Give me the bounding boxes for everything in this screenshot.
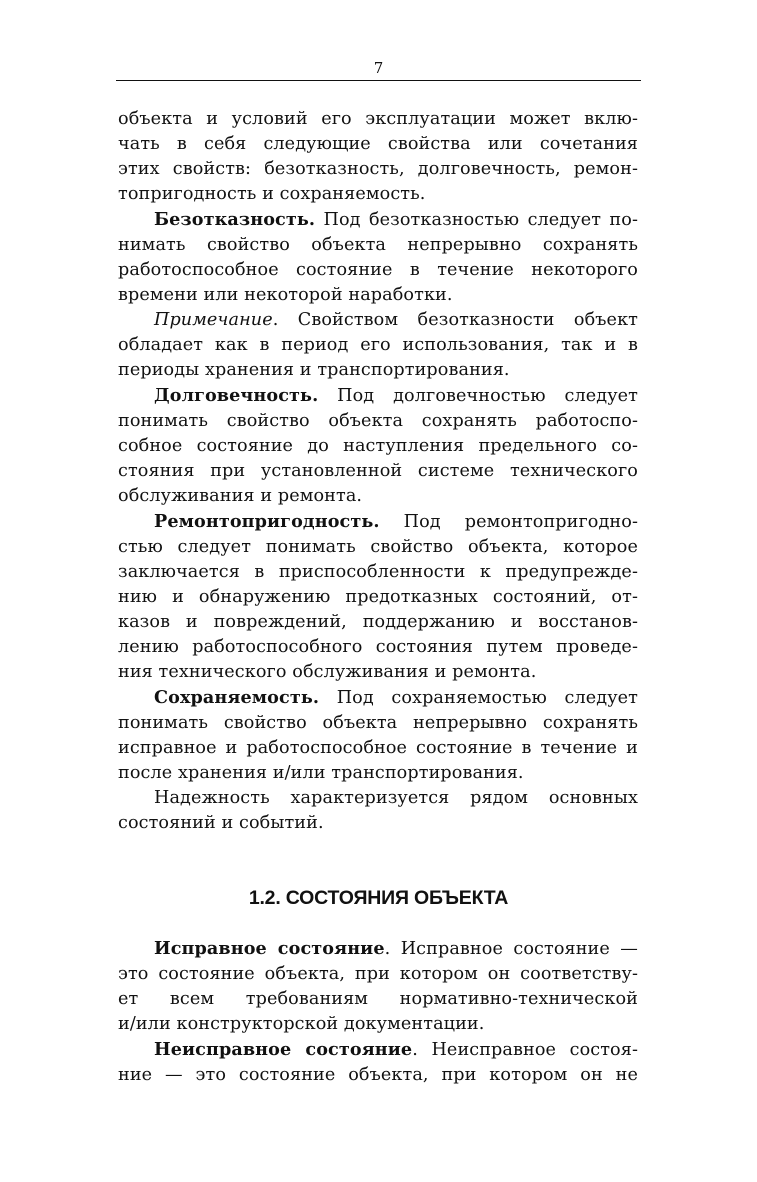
text-line: обслуживания и ремонта.: [118, 486, 363, 506]
text-line: ет всем требованиям нормативно-технической: [118, 989, 638, 1009]
term-bezotkaznost: Безотказность.: [154, 209, 316, 230]
text-line: понимать свойство объекта непрерывно сохранять: [118, 713, 638, 733]
text-line: нию и обнаружению предотказных состояний, от-: [118, 587, 638, 607]
text-line: топригодность и сохраняемость.: [118, 184, 426, 204]
text-line: состояний и событий.: [118, 813, 324, 833]
text-line: периоды хранения и транспортирования.: [118, 360, 510, 380]
text-line: и/или конструкторской документации.: [118, 1014, 485, 1034]
text-line: объекта и условий его эксплуатации может вклю-: [118, 109, 638, 129]
section-heading: 1.2. СОСТОЯНИЯ ОБЪЕКТА: [248, 887, 509, 909]
paragraph-first-line: [118, 207, 638, 233]
text-span: Под долговечностью следует: [318, 386, 638, 406]
paragraph-first-line: [118, 383, 638, 409]
paragraph-first-line: [118, 936, 638, 962]
text-span: . Неисправное состоя-: [412, 1040, 638, 1060]
text-block-reliability: [118, 107, 638, 836]
page-number: 7: [373, 59, 384, 77]
text-span: Под ремонтопригодно-: [379, 512, 638, 532]
term-sohranyaemost: Сохраняемость.: [154, 687, 320, 708]
text-span: Под сохраняемостью следует: [319, 688, 638, 708]
term-neispravnoe: Неисправное состояние: [154, 1039, 413, 1060]
text-line: времени или некоторой наработки.: [118, 285, 453, 305]
text-line: чать в себя следующие свойства или сочетания: [118, 134, 638, 154]
text-line: заключается в приспособленности к предупрежде-: [118, 562, 638, 582]
text-line: стью следует понимать свойство объекта, которое: [118, 537, 638, 557]
text-line: работоспособное состояние в течение некоторого: [118, 260, 638, 280]
text-line: ние — это состояние объекта, при котором он не: [118, 1065, 638, 1085]
text-line: после хранения и/или транспортирования.: [118, 763, 524, 783]
text-span: . Исправное состояние —: [384, 939, 638, 959]
text-span: . Свойством безотказности объект: [272, 310, 638, 330]
header-rule: [116, 80, 641, 81]
term-dolgovechnost: Долговечность.: [154, 385, 319, 406]
text-line: стояния при установленной системе технического: [118, 461, 638, 481]
text-line: понимать свойство объекта сохранять работоспо-: [118, 411, 638, 431]
paragraph-first-line: [118, 509, 638, 535]
term-remontoprigodnost: Ремонтопригодность.: [154, 511, 380, 532]
paragraph-first-line: [118, 1037, 638, 1063]
text-line: ния технического обслуживания и ремонта.: [118, 662, 537, 682]
text-line: это состояние объекта, при котором он соответству-: [118, 964, 638, 984]
text-line: этих свойств: безотказность, долговечность, ремон-: [118, 159, 638, 179]
term-note: Примечание: [154, 310, 273, 330]
paragraph-first-line: [118, 685, 638, 711]
text-line: лению работоспособного состояния путем проведе-: [118, 637, 638, 657]
paragraph-first-line: Надежность характеризуется рядом основных: [154, 788, 638, 808]
text-line: исправное и работоспособное состояние в течение и: [118, 738, 638, 758]
text-line: казов и повреждений, поддержанию и восстанов-: [118, 612, 638, 632]
paragraph-first-line: [118, 308, 638, 333]
text-block-states: [118, 936, 638, 1088]
text-span: Под безотказностью следует по-: [315, 210, 638, 230]
text-line: собное состояние до наступления предельного со-: [118, 436, 638, 456]
text-line: обладает как в период его использования, так и в: [118, 335, 638, 355]
term-ispravnoe: Исправное состояние: [154, 938, 385, 959]
text-line: нимать свойство объекта непрерывно сохранять: [118, 235, 638, 255]
